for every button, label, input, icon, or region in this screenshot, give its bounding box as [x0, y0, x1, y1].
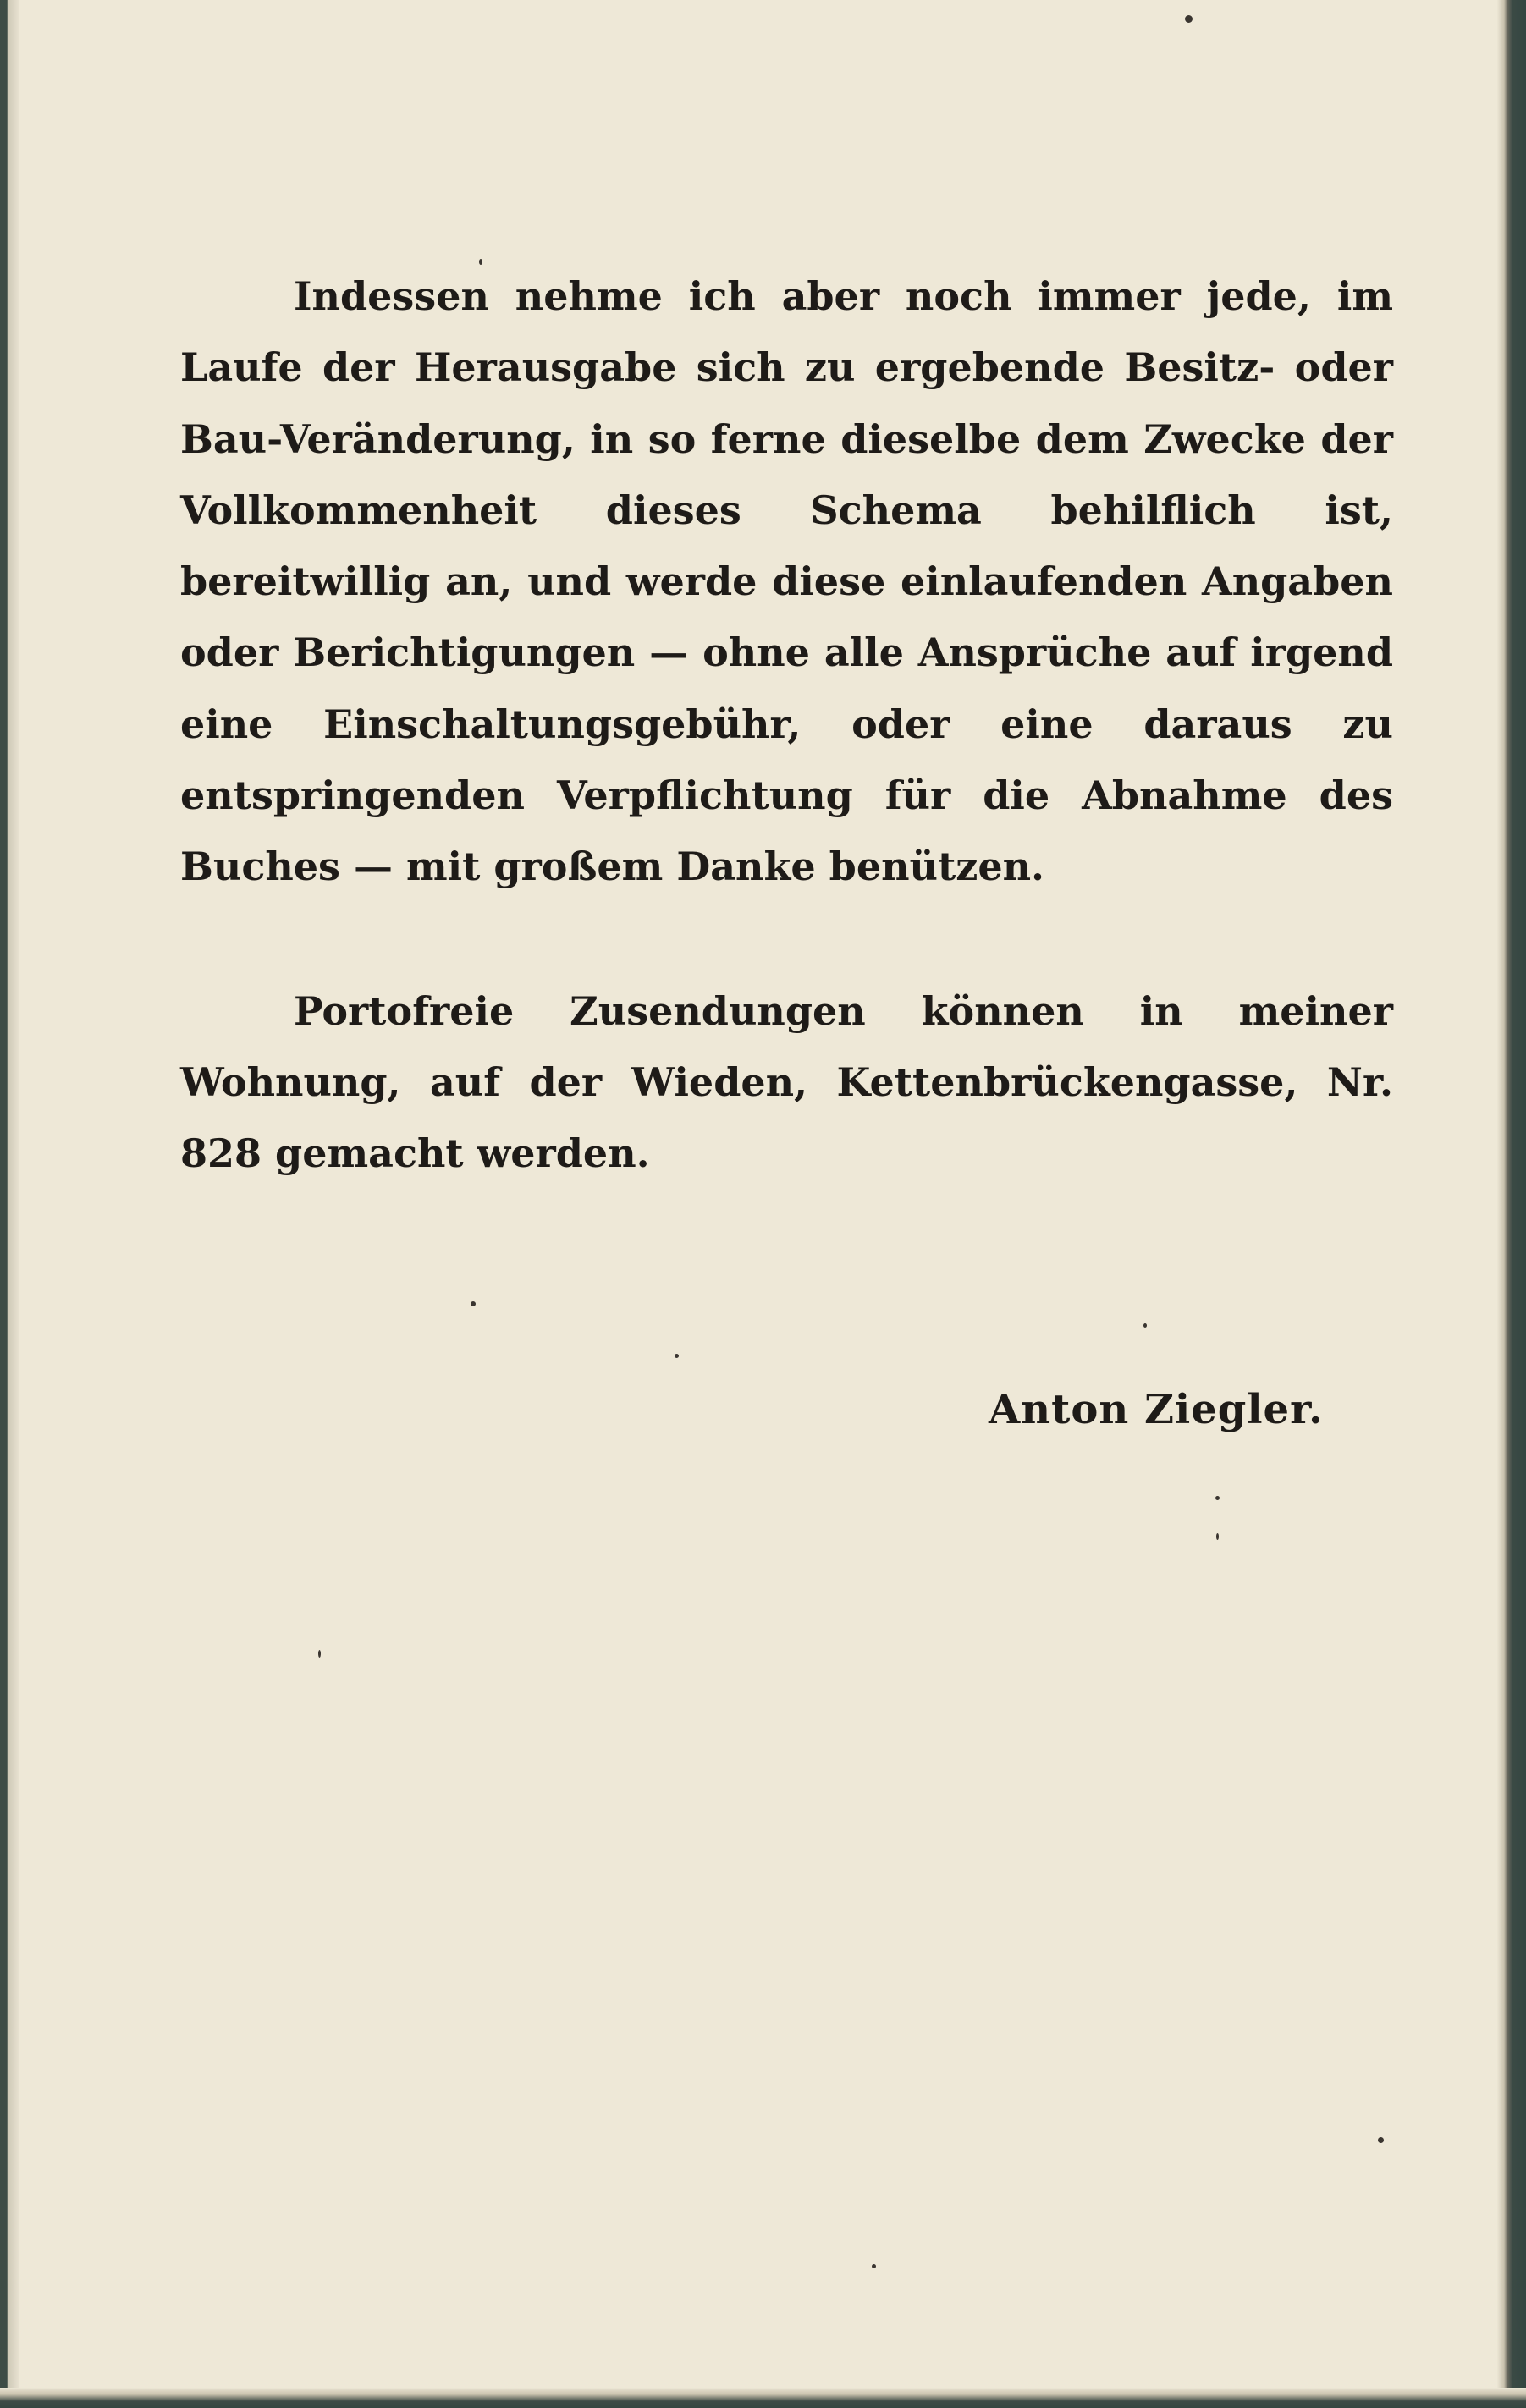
paper-speck: [471, 1301, 476, 1306]
body-text: [180, 261, 1393, 1190]
right-page-edge: [1497, 0, 1526, 2408]
paper-speck: [1215, 1496, 1220, 1500]
paper-speck: [318, 1650, 321, 1658]
paper-speck: [1378, 2137, 1384, 2143]
paper-speck: [1143, 1323, 1147, 1328]
bottom-page-edge: [0, 2388, 1526, 2408]
left-binding-edge: [0, 0, 19, 2408]
paper-speck: [1185, 15, 1193, 23]
paper-speck: [1216, 1533, 1219, 1540]
paper-speck: [675, 1354, 679, 1358]
paragraph-submissions: Indessen nehme ich aber noch immer jede, im Laufe der Herausgabe sich zu ergebende Besitz- oder Bau-Veränderung, in so ferne dieselbe dem Zwecke der Vollkommenheit dieses Schema behilflich ist, bereitwillig an, und werde diese einlaufenden Angaben oder Berichtigungen — ohne alle Ansprüche auf irgend eine Einschaltungsgebühr, oder eine daraus zu entspringenden Verpflichtung für die Abnahme des Buches — mit großem Danke benützen.: [180, 273, 1393, 890]
author-signature: Anton Ziegler.: [989, 1386, 1324, 1433]
paper-speck: [872, 2264, 876, 2268]
paragraph-postage-address: Portofreie Zusendungen können in meiner Wohnung, auf der Wieden, Kettenbrückengasse, Nr. 828 gemacht werden.: [180, 987, 1393, 1177]
